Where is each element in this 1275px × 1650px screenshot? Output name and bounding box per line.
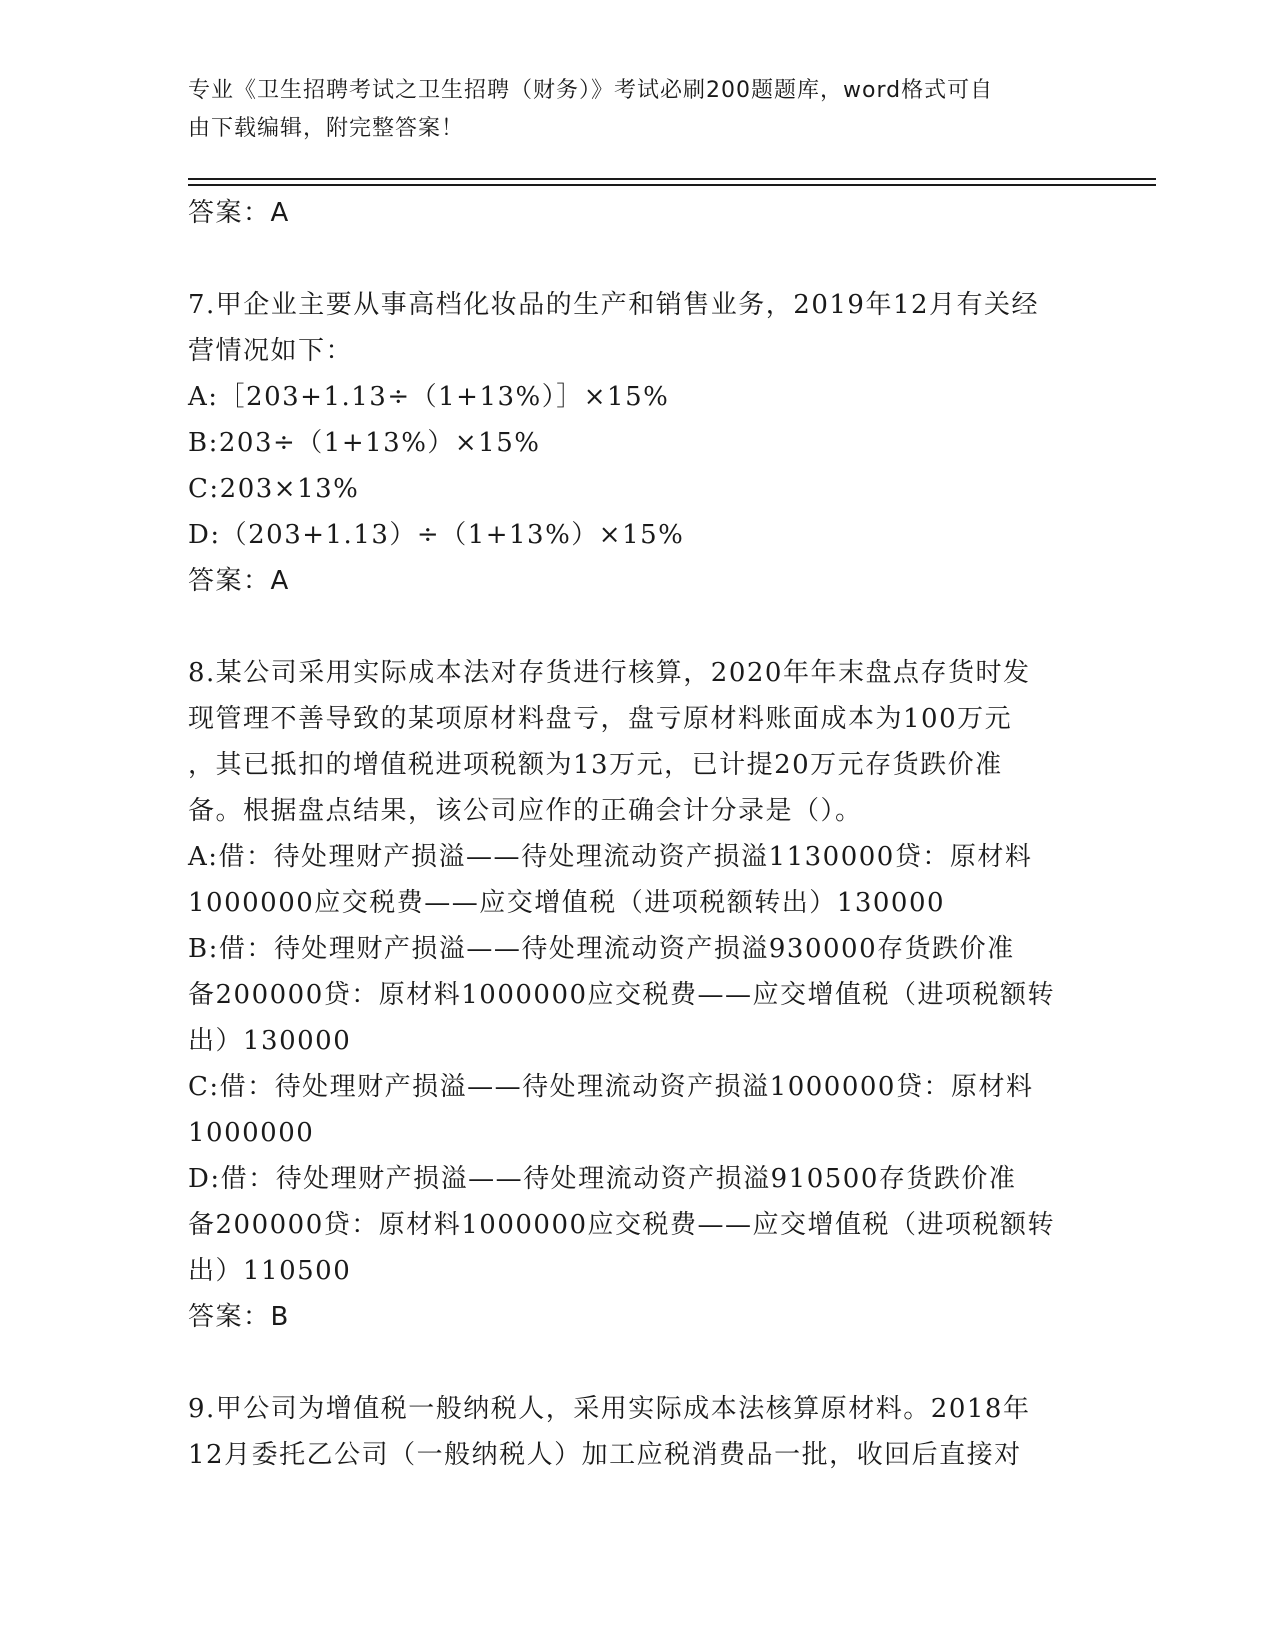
question-8-option-a-line-2: 1000000应交税费——应交增值税（进项税额转出）130000 <box>188 888 946 918</box>
page-header <box>188 72 1088 148</box>
question-9-stem-line-1: 9.甲公司为增值税一般纳税人，采用实际成本法核算原材料。2018年 <box>188 1394 1031 1424</box>
question-9-stem-line-2: 12月委托乙公司（一般纳税人）加工应税消费品一批，收回后直接对 <box>188 1440 1022 1470</box>
question-9 <box>188 1386 1088 1478</box>
question-8-option-d-line-2: 备200000贷：原材料1000000应交税费——应交增值税（进项税额转 <box>188 1210 1056 1240</box>
question-7 <box>188 282 1088 604</box>
question-8-option-b-line-1: B:借：待处理财产损溢——待处理流动资产损溢930000存货跌价准 <box>188 934 1015 964</box>
document-body <box>188 190 1088 1478</box>
question-8-stem-line-3: ，其已抵扣的增值税进项税额为13万元，已计提20万元存货跌价准 <box>188 750 1003 780</box>
question-8-stem-line-2: 现管理不善导致的某项原材料盘亏，盘亏原材料账面成本为100万元 <box>188 704 1013 734</box>
question-8 <box>188 650 1088 1340</box>
question-7-option-a: A:［203+1.13÷（1+13%）］×15% <box>188 382 670 412</box>
question-7-option-c: C:203×13% <box>188 474 360 504</box>
question-8-option-b-line-3: 出）130000 <box>188 1026 352 1056</box>
spacer <box>188 236 1088 282</box>
question-7-option-b: B:203÷（1+13%）×15% <box>188 428 541 458</box>
question-7-option-d: D:（203+1.13）÷（1+13%）×15% <box>188 520 685 550</box>
question-8-option-d-line-3: 出）110500 <box>188 1256 352 1286</box>
previous-answer: 答案：A <box>188 198 290 228</box>
question-7-stem-line-1: 7.甲企业主要从事高档化妆品的生产和销售业务，2019年12月有关经 <box>188 290 1040 320</box>
question-8-answer: 答案：B <box>188 1302 290 1332</box>
header-line-2: 由下载编辑，附完整答案！ <box>188 116 465 141</box>
question-8-stem-line-1: 8.某公司采用实际成本法对存货进行核算，2020年年末盘点存货时发 <box>188 658 1031 688</box>
question-8-option-c-line-2: 1000000 <box>188 1118 315 1148</box>
spacer <box>188 1340 1088 1386</box>
header-divider-top <box>188 178 1156 180</box>
question-7-stem-line-2: 营情况如下： <box>188 336 354 366</box>
spacer <box>188 604 1088 650</box>
question-7-answer: 答案：A <box>188 566 290 596</box>
question-8-option-c-line-1: C:借：待处理财产损溢——待处理流动资产损溢1000000贷：原材料 <box>188 1072 1034 1102</box>
header-divider-bottom <box>188 184 1156 186</box>
header-line-1: 专业《卫生招聘考试之卫生招聘（财务）》考试必刷200题题库，word格式可自 <box>188 78 994 103</box>
question-8-option-a-line-1: A:借：待处理财产损溢——待处理流动资产损溢1130000贷：原材料 <box>188 842 1033 872</box>
question-8-option-d-line-1: D:借：待处理财产损溢——待处理流动资产损溢910500存货跌价准 <box>188 1164 1017 1194</box>
question-8-option-b-line-2: 备200000贷：原材料1000000应交税费——应交增值税（进项税额转 <box>188 980 1056 1010</box>
question-8-stem-line-4: 备。根据盘点结果，该公司应作的正确会计分录是（）。 <box>188 796 863 826</box>
